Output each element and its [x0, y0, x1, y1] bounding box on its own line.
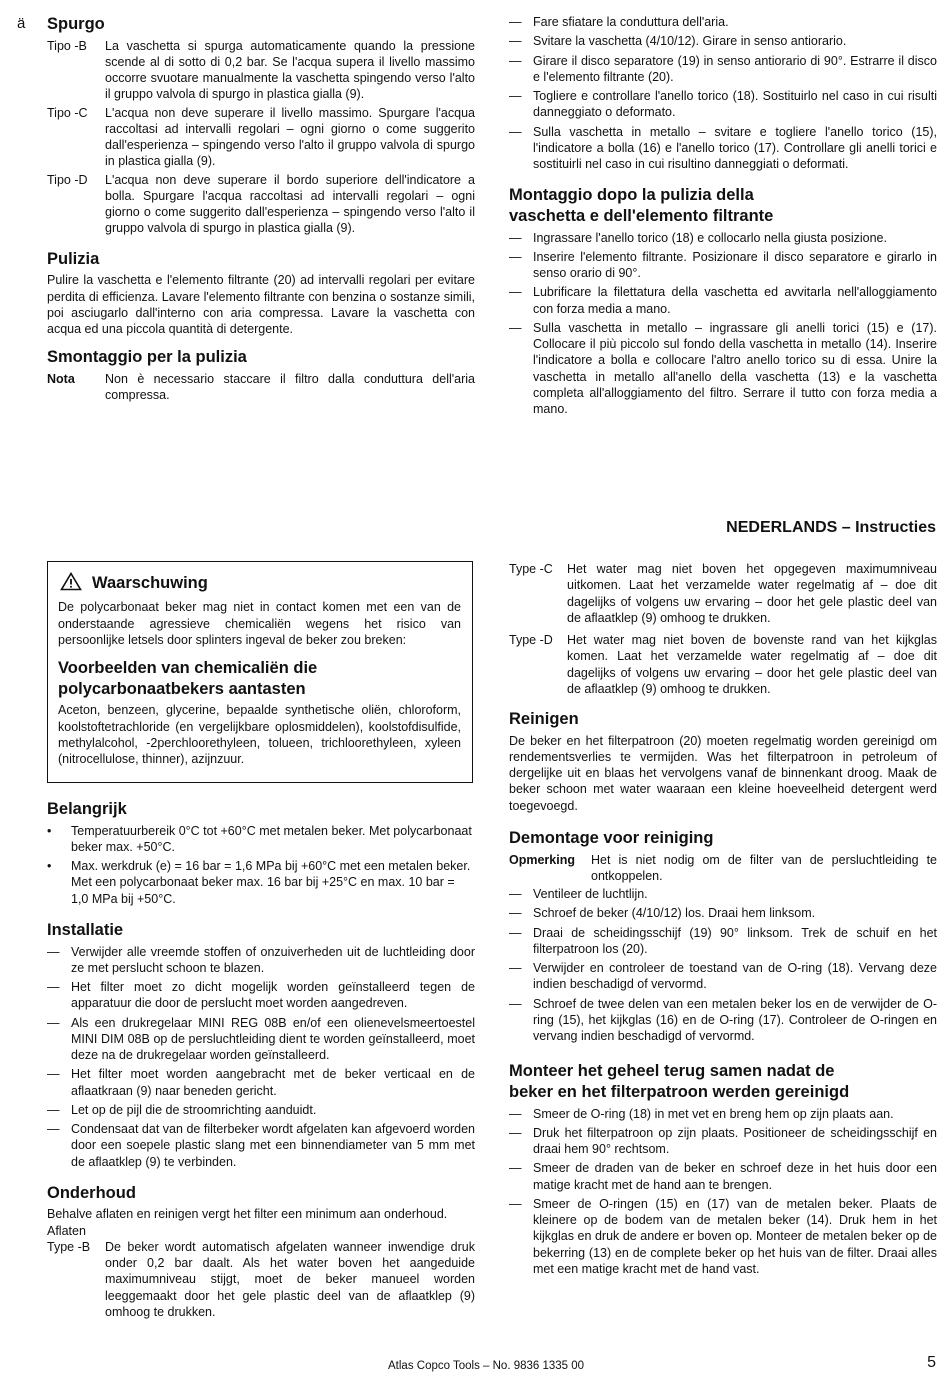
it-spurgo-term: Tipo -C: [47, 105, 88, 120]
it-smontaggio-step: Sulla vaschetta in metallo – svitare e togliere l'anello torico (15), l'indicatore a bolla (16) e l'anello torico (17). Controllare gli anelli torici e sostituirli nel caso in cui risultino danneggiati o deformati.: [533, 124, 937, 171]
nl-monteer-title-line2: beker en het filterpatroon werden gereinigd: [509, 1082, 850, 1101]
nl-installatie-title: Installatie: [47, 920, 124, 939]
list-item: — Het filter moet worden aangebracht met de beker verticaal en de aflaatkraan (9) naar beneden gericht.: [47, 1067, 475, 1098]
it-note-text: Non è necessario staccare il filtro dalla conduttura dell'aria compressa.: [105, 371, 475, 403]
list-item: — Let op de pijl die de stroomrichting aanduidt.: [47, 1102, 475, 1118]
nl-onderhoud-intro: Behalve aflaten en reinigen vergt het filter een minimum aan onderhoud.: [47, 1207, 448, 1222]
it-note: [47, 371, 475, 404]
nl-installatie-step: Verwijder alle vreemde stoffen of onzuiverheden uit de luchtleiding door ze met perslucht schoon te blazen.: [71, 944, 475, 975]
it-spurgo-term: Tipo -D: [47, 172, 88, 187]
warning-subtitle-line2: polycarbonaatbekers aantasten: [58, 679, 306, 698]
list-item: — Sulla vaschetta in metallo – ingrassare gli anelli torici (15) e (17). Collocare il più piccolo sul fondo della vaschetta in metallo (14). Inserire l'indicatore a bolla e collocare l'altro anello torico su di essa. Unire la vaschetta in metallo all'anello della vaschetta (13) e la vaschetta completa all'alloggiamento del filtro. Serrare il tutto con forza media a mano.: [509, 320, 937, 416]
nl-note-text: Het is niet nodig om de filter van de persluchtleiding te ontkoppelen.: [591, 852, 937, 883]
nl-installatie-step: Als een drukregelaar MINI REG 08B en/of een olienevelsmeertoestel MINI DIM 08B op de persluchtleiding dient te worden geïnstalleerd, moet deze na de drukregelaar worden geïnstalleerd.: [71, 1015, 475, 1062]
nl-demontage-step: Schroef de twee delen van een metalen beker los en de verwijder de O-ring (15), het kijkglas (16) en de O-ring (17). Controleer de O-ringen en vervang indien beschadigd of vervormd.: [533, 996, 937, 1043]
list-item: — Als een drukregelaar MINI REG 08B en/of een olienevelsmeertoestel MINI DIM 08B op de persluchtleiding dient te worden geïnstalleerd, moet deze na de drukregelaar worden geïnstalleerd.: [47, 1015, 475, 1062]
nl-demontage-step: Draai de scheidingsschijf (19) 90° linksom. Trek de schuif en het filterpatroon los (20).: [533, 925, 937, 956]
it-spurgo-text: L'acqua non deve superare il bordo superiore dell'indicatore a bolla. Spurgare l'acqua raccoltasi ad intervalli regolari – ogni giorno o come suggerito dall'esperienza – spingendo verso l'alto il gruppo valvola di spurgo in plastica gialla (9).: [105, 172, 475, 236]
nl-installatie-step: Het filter moet zo dicht mogelijk worden geïnstalleerd tegen de apparatuur die door de perslucht moet worden aangedreven.: [71, 980, 475, 1011]
nl-belangrijk-item: Temperatuurbereik 0°C tot +60°C met metalen beker. Met polycarbonaat beker max. +50°C.: [71, 823, 472, 854]
list-item: — Svitare la vaschetta (4/10/12). Girare in senso antiorario.: [509, 33, 937, 49]
list-item: — Smeer de draden van de beker en schroef deze in het huis door een matige kracht met de hand aan te brengen.: [509, 1161, 937, 1192]
warning-header: [58, 572, 461, 595]
warning-title: Waarschuwing: [92, 573, 208, 592]
nl-monteer-step: Smeer de O-ring (18) in met vet en breng hem op zijn plaats aan.: [533, 1106, 894, 1121]
nl-demontage-step: Schroef de beker (4/10/12) los. Draai hem linksom.: [533, 906, 816, 921]
warning-text: De polycarbonaat beker mag niet in contact komen met een van de onderstaande agressieve chemicaliën wegens het risico van persoonlijke letsels door splinters ingeval de beker zou breken:: [58, 600, 461, 647]
nl-monteer-step: Smeer de O-ringen (15) en (17) van de metalen beker. Plaats de kleinere op de bodem van de metalen beker (14). Druk hem in het kijkglas en druk de andere er boven op. Monteer de metalen beker op de bekerring (13) en de complete beker op het huis van de filter. Draai alles met een matige kracht met de hand vast.: [533, 1196, 937, 1276]
it-montaggio-title-line2: vaschetta e dell'elemento filtrante: [509, 206, 774, 225]
it-spurgo-title: Spurgo: [47, 15, 105, 33]
nl-monteer-title-line1: Monteer het geheel terug samen nadat de: [509, 1062, 835, 1081]
nl-note-term: Opmerking: [509, 852, 575, 867]
it-note-term: Nota: [47, 371, 75, 386]
it-right-column: [509, 14, 937, 420]
list-item: — Druk het filterpatroon op zijn plaats. Positioneer de scheidingsschijf en draai hem 90° rechtsom.: [509, 1125, 937, 1156]
footer-text: Atlas Copco Tools – No. 9836 1335 00: [388, 1360, 585, 1372]
nl-onderhoud-title: Onderhoud: [47, 1183, 136, 1202]
nl-onderhoud-term: Type -D: [509, 633, 553, 647]
list-item: — Verwijder en controleer de toestand van de O-ring (18). Vervang deze indien beschadigd of vervormd.: [509, 961, 937, 992]
it-smontaggio-step: Svitare la vaschetta (4/10/12). Girare in senso antiorario.: [533, 34, 847, 49]
nl-demontage-step: Verwijder en controleer de toestand van de O-ring (18). Vervang deze indien beschadigd of vervormd.: [533, 961, 937, 992]
nl-left-column: [47, 799, 475, 1322]
list-item: — Girare il disco separatore (19) in senso antiorario di 90°. Estrarre il disco e l'elemento filtrante (20).: [509, 53, 937, 84]
nl-onderhoud-term: Type -C: [509, 562, 553, 576]
list-item: — Ingrassare l'anello torico (18) e collocarlo nella giusta posizione.: [509, 230, 937, 246]
it-left-column: [47, 14, 475, 405]
nl-onderhoud-text: Het water mag niet boven het opgegeven maximumniveau uitkomen. Laat het verzamelde water regelmatig af – doe dit dagelijks of volgens uw ervaring – door het gele plastic deel van de aflaatklep (9) omhoog te drukken.: [567, 562, 937, 625]
it-pulizia-text: Pulire la vaschetta e l'elemento filtrante (20) ad intervalli regolari per evitare perdita di efficienza. Lavare l'elemento filtrante con benzina o sostanze simili, poi asciugarlo dall'interno con aria compressa. Lavare la vaschetta con acqua ed una piccola quantità di detergente.: [47, 273, 475, 336]
list-item: — Sulla vaschetta in metallo – svitare e togliere l'anello torico (15), l'indicatore a bolla (16) e l'anello torico (17). Controllare gli anelli torici e sostituirli nel caso in cui risultino danneggiati o deformati.: [509, 124, 937, 171]
it-spurgo-item: [47, 38, 475, 103]
it-montaggio-title-line1: Montaggio dopo la pulizia della: [509, 186, 754, 205]
nl-onderhoud-sub: Aflaten: [47, 1223, 86, 1238]
nl-belangrijk-item: Max. werkdruk (e) = 16 bar = 1,6 MPa bij +60°C met een metalen beker. Met een polycarbonaat beker max. 16 bar bij +25°C en max. 10 bar = 1,0 MPa bij +50°C.: [71, 859, 471, 906]
nl-monteer-step: Smeer de draden van de beker en schroef deze in het huis door een matige kracht met de hand aan te brengen.: [533, 1161, 937, 1192]
nl-monteer-title: [509, 1061, 937, 1102]
it-montaggio-step: Lubrificare la filettatura della vaschetta ed avvitarla nell'alloggiamento con forza media a mano.: [533, 285, 937, 316]
nl-installatie-step: Let op de pijl die de stroomrichting aanduidt.: [71, 1102, 317, 1117]
it-montaggio-step: Inserire l'elemento filtrante. Posizionare il disco separatore e girarlo in senso orario di 90°.: [533, 249, 937, 280]
corner-mark: ä: [17, 15, 26, 32]
it-spurgo-item: [47, 105, 475, 170]
it-montaggio-step: Ingrassare l'anello torico (18) e collocarlo nella giusta posizione.: [533, 230, 887, 245]
list-item: — Het filter moet zo dicht mogelijk worden geïnstalleerd tegen de apparatuur die door de perslucht moet worden aangedreven.: [47, 980, 475, 1011]
nl-belangrijk-title: Belangrijk: [47, 800, 127, 818]
list-item: • Max. werkdruk (e) = 16 bar = 1,6 MPa bij +60°C met een metalen beker. Met een polycarbonaat beker max. 16 bar bij +25°C en max. 10 bar = 1,0 MPa bij +50°C.: [47, 858, 475, 907]
it-smontaggio-step: Togliere e controllare l'anello torico (18). Sostituirlo nel caso in cui risulti danneggiato o deformato.: [533, 89, 937, 120]
nl-note: [509, 852, 937, 885]
list-item: — Togliere e controllare l'anello torico (18). Sostituirlo nel caso in cui risulti danneggiato o deformato.: [509, 89, 937, 120]
warning-triangle-icon: [58, 572, 92, 595]
nl-onderhoud-term: Type -B: [47, 1239, 91, 1254]
nl-onderhoud-text: De beker wordt automatisch afgelaten wanneer inwendige druk onder 0,2 bar daalt. Als het water boven het aangeduide maximumniveau stijgt, moet de beker manueel worden leeggemaakt door het gele plastic deel van de aflaatklep (9) omhoog te drukken.: [105, 1239, 475, 1319]
nl-reinigen-text: De beker en het filterpatroon (20) moeten regelmatig worden gereinigd om rendementsverlies te vermijden. Was het filterpatroon in petroleum of dergelijke uit en blaas het vervolgens vanaf de binnenkant droog. Maak de beker schoon met water waaraan een kleine hoeveelheid detergent werd toegevoegd.: [509, 733, 937, 813]
list-item: — Draai de scheidingsschijf (19) 90° linksom. Trek de schuif en het filterpatroon los (20).: [509, 925, 937, 956]
warning-subtitle: [58, 658, 461, 699]
it-spurgo-text: La vaschetta si spurga automaticamente quando la pressione scende al di sotto di 0,2 bar. Se l'acqua supera il livello massimo occorre svuotare manualmente la vaschetta spingendo verso l'alto il gruppo valvola di spurgo in plastica gialla (9).: [105, 38, 475, 102]
list-item: — Smeer de O-ring (18) in met vet en breng hem op zijn plaats aan.: [509, 1106, 937, 1122]
it-spurgo-term: Tipo -B: [47, 38, 87, 53]
nl-onderhoud-item: [509, 632, 937, 697]
nl-reinigen-title: Reinigen: [509, 710, 579, 728]
nl-demontage-step: Ventileer de luchtlijn.: [533, 887, 648, 901]
it-smontaggio-step: Girare il disco separatore (19) in senso antiorario di 90°. Estrarre il disco e l'elemento filtrante (20).: [533, 53, 937, 84]
nl-monteer-step: Druk het filterpatroon op zijn plaats. Positioneer de scheidingsschijf en draai hem 90° rechtsom.: [533, 1125, 937, 1156]
it-spurgo-item: [47, 172, 475, 237]
list-item: — Lubrificare la filettatura della vaschetta ed avvitarla nell'alloggiamento con forza media a mano.: [509, 285, 937, 316]
language-heading: NEDERLANDS – Instructies: [726, 519, 936, 536]
it-montaggio-title: [509, 185, 937, 226]
list-item: — Fare sfiatare la conduttura dell'aria.: [509, 14, 937, 30]
list-item: — Inserire l'elemento filtrante. Posizionare il disco separatore e girarlo in senso orario di 90°.: [509, 249, 937, 280]
list-item: — Ventileer de luchtlijn.: [509, 886, 937, 902]
page-number: 5: [927, 1354, 936, 1371]
list-item: — Smeer de O-ringen (15) en (17) van de metalen beker. Plaats de kleinere op de bodem van de metalen beker (14). Druk hem in het kijkglas en druk de andere er boven op. Monteer de metalen beker op de bekerring (13) en de complete beker op het huis van de filter. Draai alles met een matige kracht met de hand vast.: [509, 1196, 937, 1276]
list-item: • Temperatuurbereik 0°C tot +60°C met metalen beker. Met polycarbonaat beker max. +50°C.: [47, 823, 475, 856]
warning-subtitle-line1: Voorbeelden van chemicaliën die: [58, 659, 318, 677]
it-smontaggio-step: Fare sfiatare la conduttura dell'aria.: [533, 15, 729, 29]
nl-demontage-title: Demontage voor reiniging: [509, 828, 714, 847]
nl-installatie-step: Het filter moet worden aangebracht met de beker verticaal en de aflaatkraan (9) naar beneden gericht.: [71, 1067, 475, 1098]
it-montaggio-step: Sulla vaschetta in metallo – ingrassare gli anelli torici (15) e (17). Collocare il più piccolo sul fondo della vaschetta in metallo (14). Inserire l'indicatore a bolla e collocare l'altro anello torico su di essa. Unire la vaschetta in metallo all'anello della vaschetta (13) e la vaschetta completa all'alloggiamento del filtro. Serrare il tutto con forza media a mano.: [533, 320, 937, 416]
it-spurgo-text: L'acqua non deve superare il livello massimo. Spurgare l'acqua raccoltasi ad intervalli regolari – ogni giorno o come suggerito dall'esperienza – spingendo verso l'alto il gruppo valvola di spurgo in plastica gialla (9).: [105, 105, 475, 169]
list-item: — Schroef de beker (4/10/12) los. Draai hem linksom.: [509, 905, 937, 921]
it-pulizia-title: Pulizia: [47, 249, 100, 268]
list-item: — Verwijder alle vreemde stoffen of onzuiverheden uit de luchtleiding door ze met perslucht schoon te blazen.: [47, 944, 475, 975]
list-item: — Condensaat dat van de filterbeker wordt afgelaten kan afgevoerd worden door een soepele plastic slang met een binnendiameter van 5 mm met de aflaatklep (9) te verbinden.: [47, 1122, 475, 1169]
nl-right-column: [509, 561, 937, 1280]
warning-chemicals-list: Aceton, benzeen, glycerine, bepaalde synthetische oliën, chloroform, koolstoftetrachloride (en vergelijkbare oplosmiddelen), koolstofdisulfide, methylalcohol, -2perchloorethyleen, tolueen, trichloorethyleen, xyleen (nitrocellulose, thinner), azijnzuur.: [58, 703, 461, 766]
list-item: — Schroef de twee delen van een metalen beker los en de verwijder de O-ring (15), het kijkglas (16) en de O-ring (17). Controleer de O-ringen en vervang indien beschadigd of vervormd.: [509, 996, 937, 1043]
nl-onderhoud-text: Het water mag niet boven de bovenste rand van het kijkglas komen. Laat het verzamelde water regelmatig af – doe dit dagelijks of volgens uw ervaring – door het gele plastic deel van de aflaatklep (9) omhoog te drukken.: [567, 633, 937, 696]
nl-onderhoud-item: [509, 561, 937, 626]
it-smontaggio-title: Smontaggio per la pulizia: [47, 348, 247, 367]
warning-box: [47, 561, 473, 783]
nl-installatie-step: Condensaat dat van de filterbeker wordt afgelaten kan afgevoerd worden door een soepele plastic slang met een binnendiameter van 5 mm met de aflaatklep (9) te verbinden.: [71, 1122, 475, 1169]
nl-onderhoud-item: [47, 1239, 475, 1320]
